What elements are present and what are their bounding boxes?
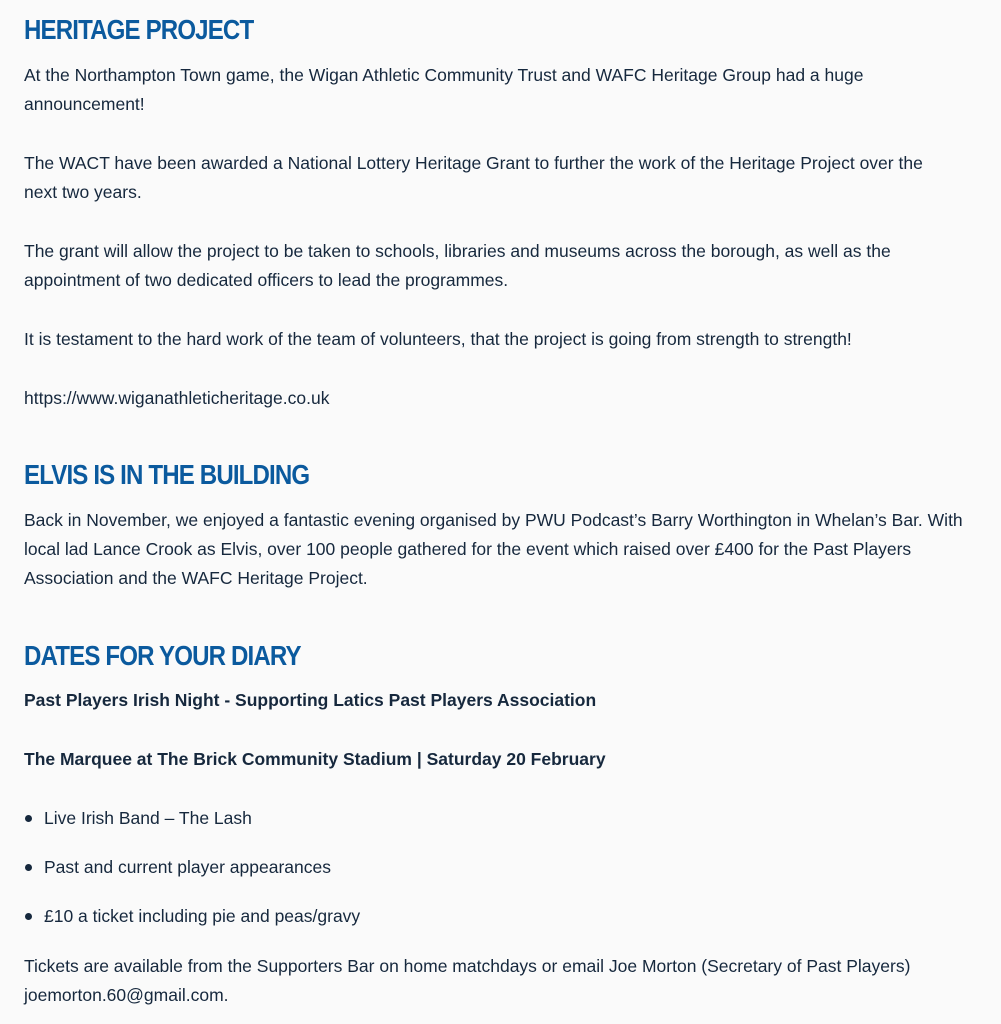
diary-heading: DATES FOR YOUR DIARY — [24, 640, 301, 671]
heritage-paragraph-2: The WACT have been awarded a National Lottery Heritage Grant to further the work of the Heritage Project over the next two years. — [24, 153, 923, 202]
bullet-icon — [25, 864, 32, 871]
diary-event-title: Past Players Irish Night - Supporting Latics Past Players Association — [24, 690, 597, 710]
list-item-text: Past and current player appearances — [44, 857, 331, 877]
elvis-heading: ELVIS IS IN THE BUILDING — [24, 459, 310, 490]
list-item — [24, 902, 924, 931]
diary-tickets-info: Tickets are available from the Supporters Bar on home matchdays or email Joe Morton (Secretary of Past Players) joemorton.60@gmail.com. — [24, 956, 911, 1005]
diary-event-venue: The Marquee at The Brick Community Stadium | Saturday 20 February — [24, 749, 606, 769]
elvis-paragraph: Back in November, we enjoyed a fantastic evening organised by PWU Podcast’s Barry Worthington in Whelan’s Bar. With local lad Lance Crook as Elvis, over 100 people gathered for the event which raised over £400 for the Past Players Association and the WAFC Heritage Project. — [24, 510, 963, 588]
heritage-paragraph-3: The grant will allow the project to be taken to schools, libraries and museums across the borough, as well as the appointment of two dedicated officers to lead the programmes. — [24, 241, 891, 290]
heritage-paragraph-4: It is testament to the hard work of the team of volunteers, that the project is going from strength to strength! — [24, 329, 852, 349]
bullet-icon — [25, 815, 32, 822]
heritage-website-link[interactable]: https://www.wiganathleticheritage.co.uk — [24, 388, 330, 408]
bullet-icon — [25, 913, 32, 920]
heritage-heading: HERITAGE PROJECT — [24, 14, 254, 45]
list-item-text: Live Irish Band – The Lash — [44, 808, 252, 828]
heritage-paragraph-1: At the Northampton Town game, the Wigan Athletic Community Trust and WAFC Heritage Group had a huge announcement! — [24, 65, 864, 114]
heritage-link-row — [24, 384, 329, 413]
list-item-text: £10 a ticket including pie and peas/gravy — [44, 906, 361, 926]
list-item — [24, 853, 924, 882]
diary-event-list — [24, 804, 924, 931]
list-item — [24, 804, 924, 833]
